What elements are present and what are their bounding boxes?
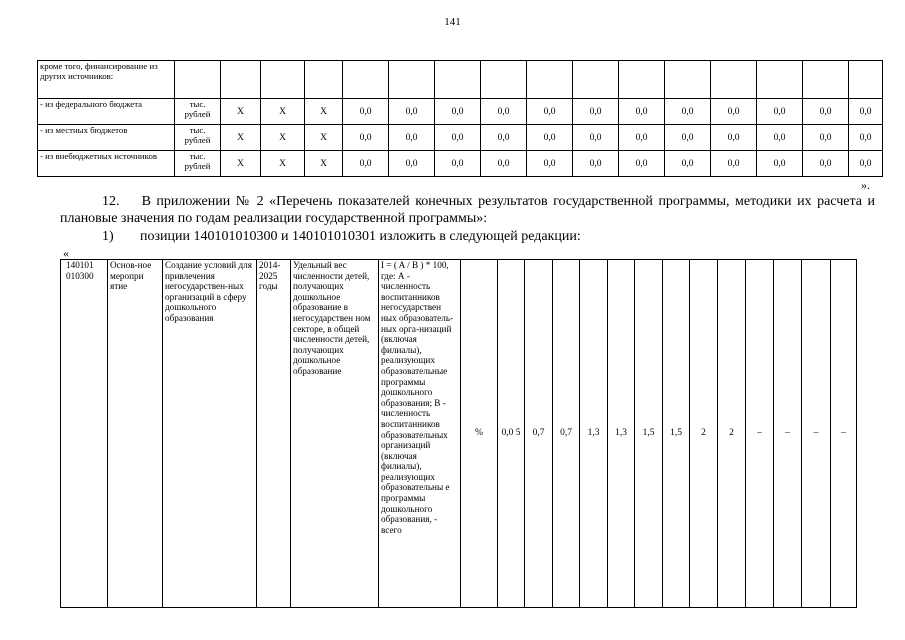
- financing-value: [711, 61, 757, 99]
- financing-value: [343, 61, 389, 99]
- financing-value: 0,0: [757, 99, 803, 125]
- financing-value: 0,0: [343, 99, 389, 125]
- financing-value: Х: [305, 99, 343, 125]
- financing-value: Х: [221, 99, 261, 125]
- paragraph-1-text: позиции 140101010300 и 140101010301 изложить в следующей редакции:: [140, 229, 581, 244]
- indicator-value: –: [831, 260, 857, 608]
- financing-value: Х: [221, 125, 261, 151]
- financing-value: Х: [305, 151, 343, 177]
- financing-value: 0,0: [573, 151, 619, 177]
- indicator-value: 2: [718, 260, 746, 608]
- financing-value: 0,0: [803, 125, 849, 151]
- financing-value: [757, 61, 803, 99]
- opening-quote: «: [63, 246, 69, 260]
- financing-value: 0,0: [435, 125, 481, 151]
- financing-value: 0,0: [389, 99, 435, 125]
- indicator-table: [60, 259, 857, 608]
- financing-table: [37, 60, 883, 177]
- paragraph-12: 12. В приложении № 2 «Перечень показателей конечных результатов государственной программы, методики их расчета и плановые значения по годам реализации государственной программы»:: [60, 194, 875, 226]
- financing-value: 0,0: [481, 99, 527, 125]
- financing-value: 0,0: [389, 125, 435, 151]
- closing-quote: ».: [861, 178, 870, 192]
- indicator-type: Основ-ное меропри ятие: [108, 260, 163, 608]
- financing-source-label: - из внебюджетных источников: [38, 151, 175, 177]
- financing-value: [435, 61, 481, 99]
- financing-value: [527, 61, 573, 99]
- financing-value: [389, 61, 435, 99]
- financing-value: [573, 61, 619, 99]
- financing-row: [38, 99, 883, 125]
- financing-value: [803, 61, 849, 99]
- financing-source-label: кроме того, финансирование из других источников:: [38, 61, 175, 99]
- financing-value: Х: [261, 151, 305, 177]
- indicator-unit: %: [461, 260, 498, 608]
- financing-value: [261, 61, 305, 99]
- financing-unit: тыс. рублей: [175, 125, 221, 151]
- indicator-value: 0,7: [553, 260, 580, 608]
- financing-value: 0,0: [757, 125, 803, 151]
- financing-row: [38, 125, 883, 151]
- financing-value: 0,0: [527, 151, 573, 177]
- financing-value: 0,0: [711, 125, 757, 151]
- indicator-value: 1,5: [635, 260, 663, 608]
- financing-value: [665, 61, 711, 99]
- financing-value: Х: [221, 151, 261, 177]
- financing-value: 0,0: [343, 151, 389, 177]
- financing-source-label: - из федерального бюджета: [38, 99, 175, 125]
- financing-value: [481, 61, 527, 99]
- financing-row: [38, 61, 883, 99]
- financing-value: 0,0: [619, 99, 665, 125]
- indicator-value: 1,3: [580, 260, 608, 608]
- financing-value: 0,0: [619, 125, 665, 151]
- indicator-value: –: [774, 260, 802, 608]
- financing-row: [38, 151, 883, 177]
- financing-unit: тыс. рублей: [175, 99, 221, 125]
- financing-value: Х: [261, 125, 305, 151]
- indicator-value: 2: [690, 260, 718, 608]
- indicator-value: 1,3: [608, 260, 635, 608]
- financing-unit: [175, 61, 221, 99]
- financing-value: 0,0: [527, 125, 573, 151]
- indicator-formula: I = ( A / B ) * 100, где: А - численность воспитанников негосударствен ных образователь-ных орга-низаций (включая филиалы), реализующих образовательные программы дошкольного образования; В - численность воспитанников образовательных организаций (включая филиалы), реализующих образовательны е программы дошкольного образования, - всего: [379, 260, 461, 608]
- financing-value: 0,0: [573, 125, 619, 151]
- page-number: 141: [444, 16, 461, 28]
- financing-value: 0,0: [665, 125, 711, 151]
- paragraph-1-number: 1): [102, 229, 114, 244]
- financing-value: 0,0: [803, 151, 849, 177]
- financing-value: Х: [305, 125, 343, 151]
- financing-value: 0,0: [849, 151, 883, 177]
- financing-value: [305, 61, 343, 99]
- financing-value: 0,0: [481, 151, 527, 177]
- paragraph-1: [102, 228, 882, 245]
- financing-value: 0,0: [711, 99, 757, 125]
- financing-value: 0,0: [481, 125, 527, 151]
- financing-unit: тыс. рублей: [175, 151, 221, 177]
- financing-value: [849, 61, 883, 99]
- indicator-row: [61, 260, 857, 608]
- financing-value: 0,0: [803, 99, 849, 125]
- financing-value: [619, 61, 665, 99]
- financing-value: 0,0: [849, 99, 883, 125]
- indicator-value: –: [746, 260, 774, 608]
- financing-value: Х: [261, 99, 305, 125]
- financing-value: 0,0: [573, 99, 619, 125]
- financing-source-label: - из местных бюджетов: [38, 125, 175, 151]
- financing-value: [221, 61, 261, 99]
- financing-value: 0,0: [389, 151, 435, 177]
- financing-value: 0,0: [665, 99, 711, 125]
- indicator-description: Удельный вес численности детей, получающих дошкольное образование в негосударствен ном секторе, в общей численности детей, получающих дошкольное образование: [291, 260, 379, 608]
- indicator-period: 2014-2025 годы: [257, 260, 291, 608]
- financing-value: 0,0: [527, 99, 573, 125]
- indicator-value: 0,0 5: [498, 260, 525, 608]
- indicator-measure-name: Создание условий для привлечения негосударствен-ных организаций в сферу дошкольного образования: [163, 260, 257, 608]
- indicator-value: 0,7: [525, 260, 553, 608]
- financing-value: 0,0: [435, 151, 481, 177]
- financing-value: 0,0: [849, 125, 883, 151]
- financing-value: 0,0: [619, 151, 665, 177]
- indicator-value: 1,5: [663, 260, 690, 608]
- indicator-code: 140101 010300: [61, 260, 108, 608]
- financing-value: 0,0: [343, 125, 389, 151]
- financing-value: 0,0: [435, 99, 481, 125]
- indicator-value: –: [802, 260, 831, 608]
- financing-value: 0,0: [757, 151, 803, 177]
- financing-value: 0,0: [665, 151, 711, 177]
- financing-value: 0,0: [711, 151, 757, 177]
